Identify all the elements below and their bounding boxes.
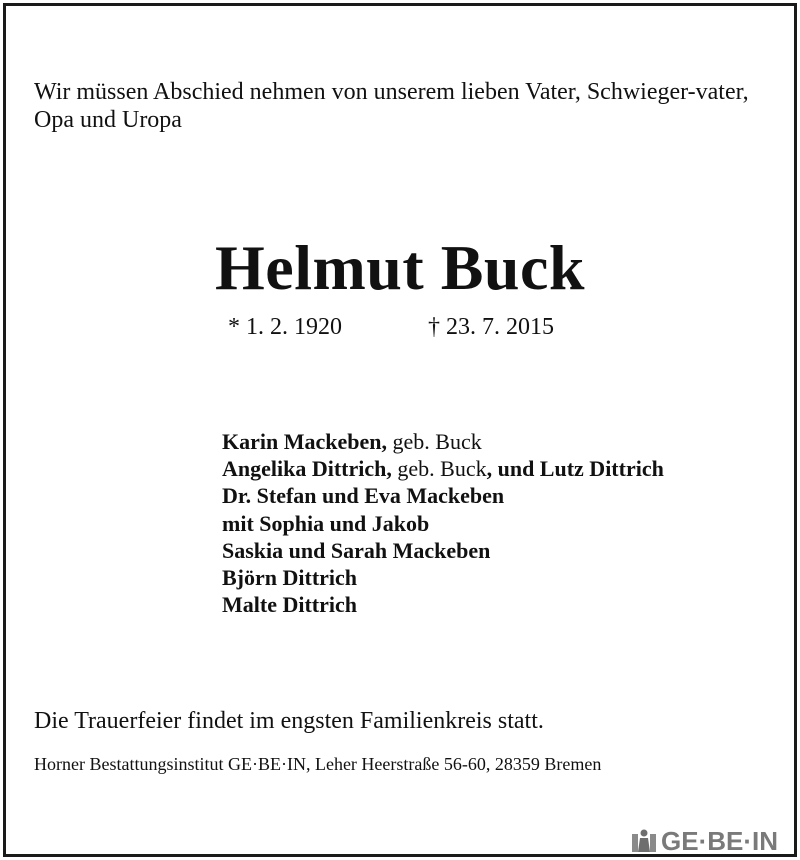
family-member: mit Sophia und Jakob [222,510,430,536]
funeral-home-address: Horner Bestattungsinstitut GE·BE·IN, Leher Heerstraße 56-60, 28359 Bremen [34,754,602,774]
intro-text: Wir müssen Abschied nehmen von unserem lieben Vater, Schwieger-vater, Opa und Uropa [34,79,749,133]
family-member: Björn Dittrich [222,565,358,591]
gebein-figure-icon [631,828,657,854]
life-dates [0,312,800,342]
gebein-logo [631,825,778,857]
birth-date: * 1. 2. 1920 [228,314,342,340]
service-note: Die Trauerfeier findet im engsten Familienkreis statt. [34,708,544,734]
logo-text: GE·BE·IN [661,826,778,856]
death-date: † 23. 7. 2015 [428,314,554,340]
family-list [222,428,664,618]
family-member: Saskia und Sarah Mackeben [222,537,491,563]
family-member: Malte Dittrich [222,592,357,618]
deceased-name: Helmut Buck [215,232,585,303]
family-member: Dr. Stefan und Eva Mackeben [222,483,505,509]
family-member: Angelika Dittrich, geb. Buck, und Lutz Dittrich [222,456,664,482]
family-member: Karin Mackeben, geb. Buck [222,429,482,454]
